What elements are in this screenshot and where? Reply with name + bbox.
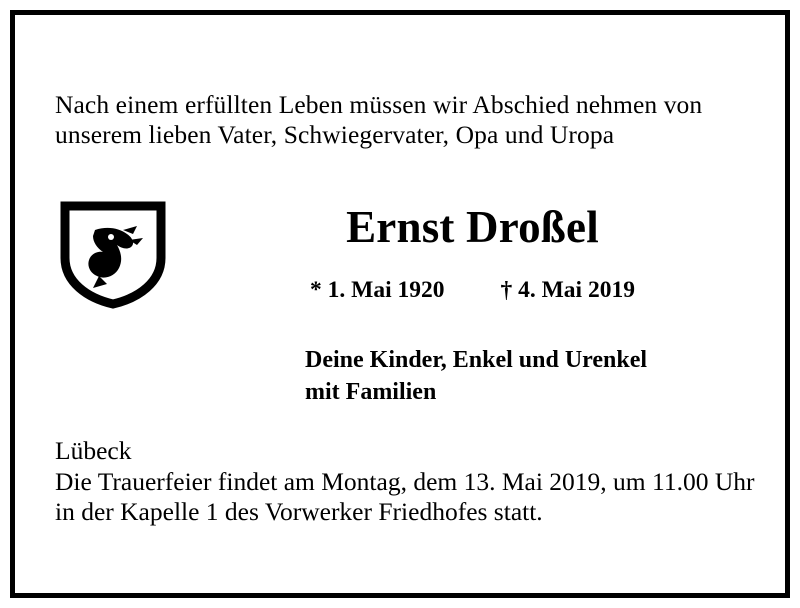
notice-inner (15, 15, 785, 593)
birth-date: * 1. Mai 1920 (310, 277, 445, 303)
deceased-name: Ernst Droßel (346, 202, 599, 252)
intro-text: Nach einem erfüllten Leben müssen wir Abschied nehmen von unserem lieben Vater, Schwiegervater, Opa und Uropa (55, 89, 703, 149)
city-name: Lübeck (55, 436, 132, 465)
obituary-notice (10, 10, 790, 598)
heraldic-shield-eagle-emblem (59, 200, 167, 310)
life-dates (190, 276, 755, 304)
family-line-2: mit Familien (305, 379, 437, 405)
service-text: Die Trauerfeier findet am Montag, dem 13. Mai 2019, um 11.00 Uhr in der Kapelle 1 des Vorwerker Friedhofes statt. (55, 466, 755, 526)
service-details (55, 436, 765, 528)
death-date: † 4. Mai 2019 (500, 277, 635, 303)
family-line-1: Deine Kinder, Enkel und Urenkel (305, 347, 648, 373)
family-signature (305, 344, 755, 408)
